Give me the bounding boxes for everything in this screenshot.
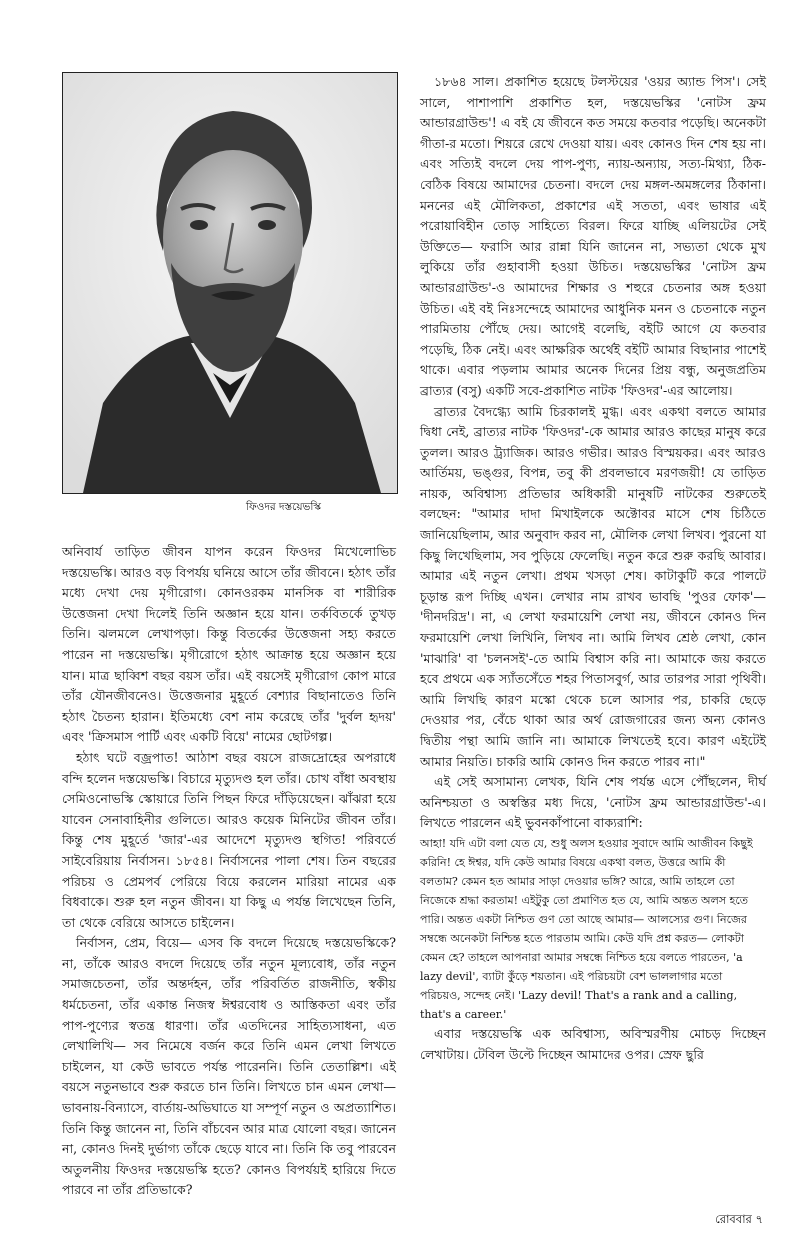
author-portrait (62, 72, 398, 494)
paragraph: ১৮৬৪ সাল। প্রকাশিত হয়েছে টলস্টয়ের 'ওয়র অ্যান্ড পিস'। সেই সালে, পাশাপাশি প্রকাশিত হল, দস্তয়েভস্কির 'নোটস ফ্রম আন্ডারগ্রাউন্ড'! এ বই যে জীবনে কত সময়ে কতবার পড়েছি। অনেকটা গীতা-র মতো। শিয়রে রেখে দেওয়া যায়। এবং কোনও দিন শেষ হয় না। এবং সত্যিই বদলে দেয় পাপ-পুণ্য, ন্যায়-অন্যায়, সত্য-মিথ্যা, ঠিক-বেঠিক বিষয়ে আমাদের চেতনা। বদলে দেয় মঙ্গল-অমঙ্গলের ঠিকানা। মননের এই মৌলিকতা, প্রকাশের এই সততা, এবং ভাষার এই পরোয়াবিহীন তোড় সাহিত্যে বিরল। ফিরে যাচ্ছি এলিয়টের সেই উক্তিতে— ফরাসি আর রান্না যিনি জানেন না, সভ্যতা থেকে মুখ লুকিয়ে তাঁর গুহাবাসী হওয়া উচিত। দস্তয়েভস্কির 'নোটস ফ্রম আন্ডারগ্রাউন্ড'-ও আমাদের শিক্ষার ও শহুরে চেতনার অঙ্গ হওয়া উচিত। এই বই নিঃসন্দেহে আমাদের আধুনিক মনন ও চেতনাকে নতুন পারমিতায় পৌঁছে দেয়। আগেই বলেছি, বইটি আগে যে কতবার পড়েছি, ঠিক নেই। এবং আক্ষরিক অর্থেই বইটি আমার বিছানার পাশেই থাকে। এবার পড়লাম আমার অনেক দিনের প্রিয় বন্ধু, অনুজপ্রতিম ব্রাত্যর (বসু) একটি সবে-প্রকাশিত নাটক 'ফিওদর'-এর আলোয়। (420, 74, 766, 398)
paragraph: নির্বাসন, প্রেম, বিয়ে— এসব কি বদলে দিয়েছে দস্তয়েভস্কিকে? না, তাঁকে আরও বদলে দিয়েছে তাঁর নতুন মূল্যবোধ, তাঁর নতুন সমাজচেতনা, তাঁর অন্তর্দহন, তাঁর পরিবর্তিত রাজনীতি, স্বকীয় ধর্মচেতনা, তাঁর একান্ত নিজস্ব ঈশ্বরবোধ ও আস্তিকতা এবং তাঁর পাপ-পুণ্যের স্বতন্ত্র ধারণা। তাঁর এতদিনের সাহিত্যসাধনা, এত লেখালিখি— সব নিমেষে বর্জন করে তিনি এমন লেখা লিখতে চাইলেন, যা কেউ ভাবতে পর্যন্ত পারেননি। তিনি তেতাল্লিশ। এই বয়সে নতুনভাবে শুরু করতে চান তিনি। লিখতে চান এমন লেখা— ভাবনায়-বিন্যাসে, বার্তায়-অভিঘাতে যা সম্পূর্ণ নতুন ও অপ্রত্যাশিত। তিনি কিন্তু জানেন না, তিনি বাঁচবেন আর মাত্র যোলো বছর। জানেন না, কোনও দিনই দুর্ভাগ্য তাঁকে ছেড়ে যাবে না। তিনি কি তবু পারবেন অতুলনীয় ফিওদর দস্তয়েভস্কি হতে? কোনও বিপর্যয়ই হারিয়ে দিতে পারবে না তাঁর প্রতিভাকে? (62, 935, 396, 1198)
paragraph: এবার দস্তয়েভস্কি এক অবিশ্বাস্য, অবিস্মরণীয় মোচড় দিচ্ছেন লেখাটায়। টেবিল উল্টে দিচ্ছেন আমাদের ওপর। স্রেফ ছুরি (420, 1025, 766, 1062)
page-footer: রোববার ৭ (715, 1212, 763, 1226)
paragraph: হঠাৎ ঘটে বজ্রপাত! আঠাশ বছর বয়সে রাজদ্রোহের অপরাধে বন্দি হলেন দস্তয়েভস্কি। বিচারে মৃত্যুদণ্ড হল তাঁর। চোখ বাঁধা অবস্থায় সেমিওনোভস্কি স্কোয়ারে তিনি পিছন ফিরে দাঁড়িয়েছেন। ঝাঁঝরা হয়ে যাবেন সেনাবাহিনীর গুলিতে। আরও কয়েক মিনিটের জীবন তাঁর। কিন্তু শেষ মুহূর্তে 'জার'-এর আদেশে মৃত্যুদণ্ড স্থগিত! পরিবর্তে সাইবেরিয়ায় নির্বাসন। ১৮৫৪। নির্বাসনের পালা শেষ। তিন বছরের পরিচয় ও প্রেমপর্ব পেরিয়ে বিয়ে করলেন মারিয়া নামের এক বিধবাকে। শুরু হল নতুন জীবন। যা কিছু এ পর্যন্ত লিখেছেন তিনি, তা থেকে বেরিয়ে আসতে চাইলেন। (62, 749, 396, 930)
paragraph: এই সেই অসামান্য লেখক, যিনি শেষ পর্যন্ত এসে পৌঁছলেন, দীর্ঘ অনিশ্চয়তা ও অস্বস্তির মধ্য দিয়ে, 'নোটস ফ্রম আন্ডারগ্রাউন্ড'-এ। লিখতে পারলেন এই ভুবনকাঁপানো বাক্যরাশি: (420, 774, 766, 831)
right-column (420, 72, 766, 1065)
left-column (62, 542, 396, 1201)
photo-caption: ফিওদর দস্তয়েভস্কি (246, 501, 321, 513)
paragraph: ব্রাত্যর বৈদগ্ধ্যে আমি চিরকালই মুগ্ধ। এবং একথা বলতে আমার দ্বিধা নেই, ব্রাত্যর নাটক 'ফিওদর'-কে আমার আরও কাছের মানুষ করে তুলল। আরও ট্র্যাজিক। আরও গভীর। আরও বিস্ময়কর। এবং আরও আর্তিময়, ভঙ্গুর, বিপন্ন, তবু কী প্রবলভাবে মরণজয়ী! যে তাড়িত নায়ক, অবিশ্বাস্য প্রতিভার অধিকারী মানুষটি নাটকের শুরুতেই বলছেন: "আমার দাদা মিখাইলকে অক্টোবর মাসে শেষ চিঠিতে জানিয়েছিলাম, আর অনুবাদ করব না, মৌলিক লেখা লিখব। পুরনো যা কিছু লিখেছিলাম, সব পুড়িয়ে ফেলেছি। নতুন করে শুরু করছি আবার। আমার এই নতুন লেখা। প্রথম খসড়া শেষ। কাটাকুটি করে পালটে চূড়ান্ত রূপ দিচ্ছি এখন। লেখার নাম রাখব ভাবছি 'পুওর ফোক'— 'দীনদরিদ্র'। না, এ লেখা ফরমায়েশি লেখা নয়, জীবনে কোনও দিন ফরমায়েশি লেখা লিখিনি, লিখব না। আমি লিখব শ্রেষ্ঠ লেখা, কোন 'মাঝারি' বা 'চলনসই'-তে আমি বিশ্বাস করি না। আমাকে জয় করতে হবে প্রথমে এক স্যাঁতসেঁতে শহর পিতাসবুর্গ, আর তারপর সারা পৃথিবী। আমি লিখছি কারণ মস্কো থেকে চলে আসার পর, চাকরি ছেড়ে দেওয়ার পর, বেঁচে থাকা আর অর্থ রোজগারের জন্য অন্য কোনও দ্বিতীয় পন্থা আমি জানি না। আমাকে লিখতেই হবে। কারণ এইটেই আমার নিয়তি। চাকরি আমি কোনও দিন করতে পারব না।" (420, 403, 766, 769)
paragraph: অনিবার্য তাড়িত জীবন যাপন করেন ফিওদর মিখেলোভিচ দস্তয়েভস্কি। আরও বড় বিপর্যয় ঘনিয়ে আসে তাঁর জীবনে। হঠাৎ তাঁর মধ্যে দেখা দেয় মৃগীরোগ। কোনওরকম মানসিক বা শারীরিক উত্তেজনা দেখা দিলেই তিনি অজ্ঞান হয়ে যান। তর্কবিতর্কে তুখড় তিনি। ঝলমলে লেখাপড়া। কিন্তু বিতর্কের উত্তেজনা সহ্য করতে পারেন না দস্তয়েভস্কি। মৃগীরোগে হঠাৎ আক্রান্ত হয়ে অজ্ঞান হয়ে যান। মাত্র ছাব্বিশ বছর বয়স তাঁর। এই বয়সেই মৃগীরোগ কোপ মারে তাঁর যৌনজীবনেও। উত্তেজনার মুহূর্তে বেশ্যার বিছানাতেও তিনি হঠাৎ চৈতন্য হারান। ইতিমধ্যে বেশ নাম করেছে তাঁর 'দুর্বল হৃদয়' এবং 'ক্রিসমাস পার্টি এবং একটি বিয়ে' নামের ছোটগল্প। (62, 544, 396, 745)
block-quote: আহা! যদি এটা বলা যেত যে, শুধু অলস হওয়ার সুবাদে আমি আজীবন কিছুই করিনি! হে ঈশ্বর, যদি কেউ আমার বিষয়ে একথা বলত, উত্তরে আমি কী বলতাম? কেমন হত আমার সাড়া দেওয়ার ভঙ্গি? আরে, আমি তাহলে তো নিজেকে শ্রদ্ধা করতাম! এইটুকু তো প্রমাণিত হত যে, আমি অন্তত অলস হতে পারি। অন্তত একটা নিশ্চিত গুণ তো আছে আমার— আলস্যের গুণ। নিজের সম্বন্ধে অনেকটা নিশ্চিন্ত হতে পারতাম আমি। কেউ যদি প্রশ্ন করত— লোকটা কেমন হে? তাহলে আপনারা আমার সম্বন্ধে নিশ্চিত হয়ে বলতে পারতেন, 'a lazy devil', ব্যাটা কুঁড়ে শয়তান। এই পরিচয়টা বেশ ভাললাগার মতো পরিচয়ও, সন্দেহ নেই। 'Lazy devil! That's a rank and a calling, that's a career.' (420, 836, 753, 1021)
portrait-illustration (63, 73, 397, 493)
